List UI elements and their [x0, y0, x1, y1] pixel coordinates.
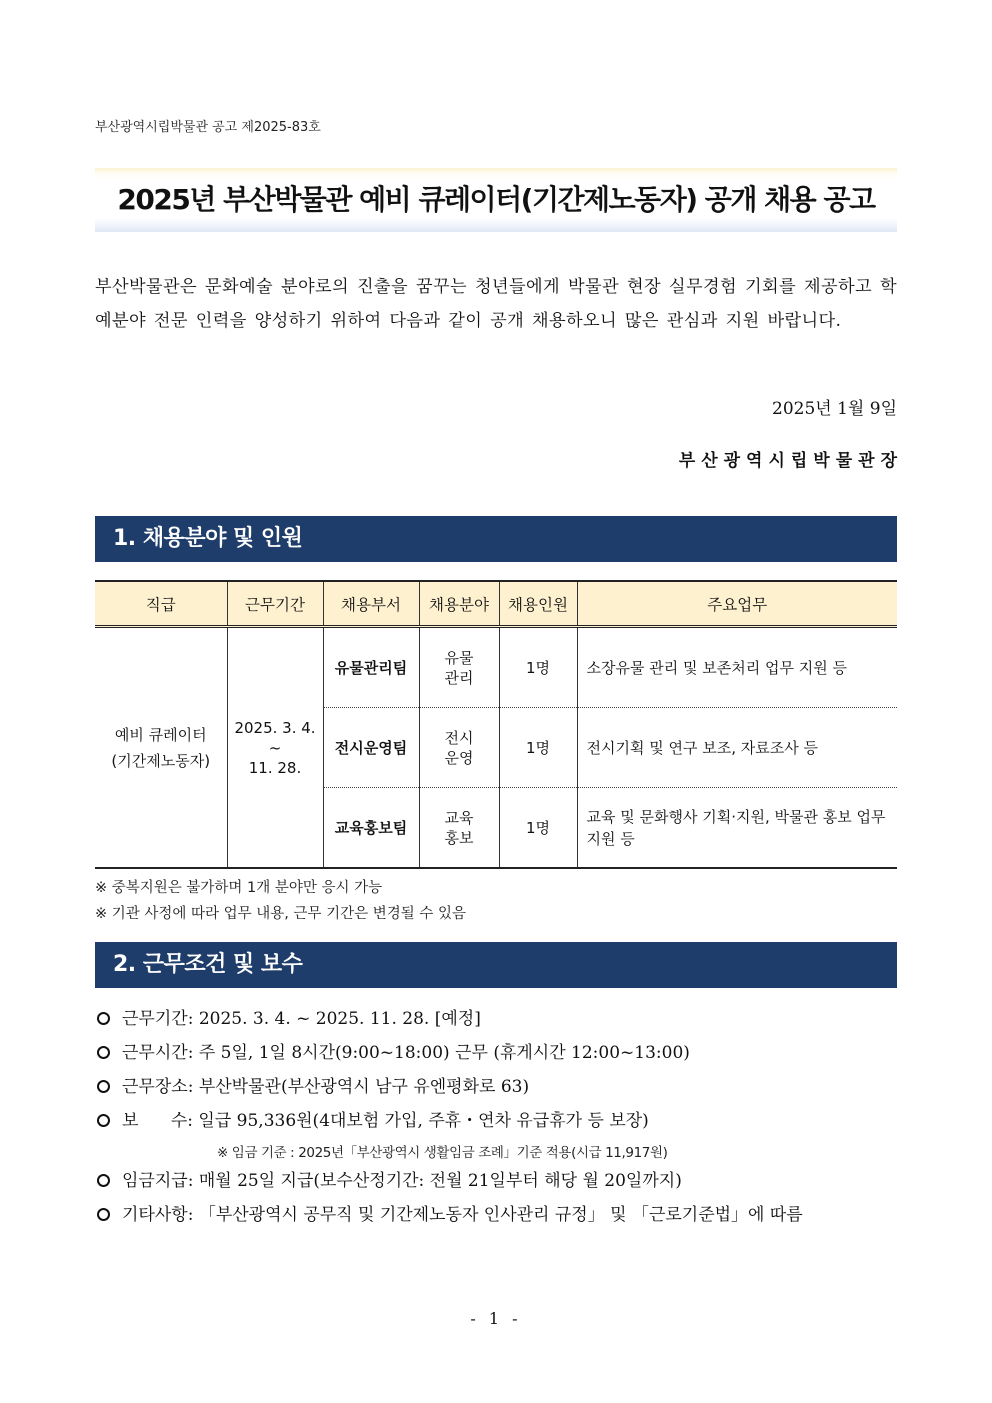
- duty-cell: 소장유물 관리 및 보존처리 업무 지원 등: [577, 627, 897, 708]
- period-line: 2025. 3. 4.: [234, 718, 316, 737]
- intro-paragraph: 부산박물관은 문화예술 분야로의 진출을 꿈꾸는 청년들에게 박물관 현장 실무경험 기회를 제공하고 학예분야 전문 인력을 양성하기 위하여 다음과 같이 공개 채용하오니 많은 관심과 지원 바랍니다.: [95, 277, 897, 331]
- field-line: 홍보: [444, 828, 474, 847]
- circle-bullet-icon: [97, 1174, 110, 1187]
- field-cell: [419, 788, 499, 869]
- count-cell: 1명: [499, 627, 577, 708]
- field-line: 관리: [444, 668, 474, 687]
- conditions-list: [95, 1004, 905, 1234]
- item-label: 보 수:: [122, 1111, 193, 1131]
- period-cell: [227, 627, 323, 869]
- announcement-date: 2025년 1월 9일: [772, 399, 897, 419]
- circle-bullet-icon: [97, 1046, 110, 1059]
- field-cell: [419, 708, 499, 788]
- count-cell: 1명: [499, 708, 577, 788]
- period-line: ~: [268, 738, 282, 757]
- department-cell: 전시운영팀: [323, 708, 419, 788]
- field-line: 교육: [444, 808, 474, 827]
- item-value: 일급 95,336원(4대보험 가입, 주휴・연차 유급휴가 등 보장): [198, 1111, 649, 1131]
- field-line: 운영: [444, 748, 474, 767]
- item-label: 임금지급:: [122, 1171, 194, 1191]
- item-value: 매월 25일 지급(보수산정기간: 전월 21일부터 해당 월 20일까지): [198, 1171, 682, 1191]
- list-item: [95, 1038, 905, 1072]
- item-value: 2025. 3. 4. ~ 2025. 11. 28. [예정]: [198, 1009, 481, 1029]
- wage-note: ※ 임금 기준 : 2025년「부산광역시 생활임금 조례」기준 적용(시급 11,917원): [217, 1145, 668, 1161]
- list-item: [95, 1072, 905, 1106]
- circle-bullet-icon: [97, 1114, 110, 1127]
- period-line: 11. 28.: [248, 758, 302, 777]
- rank-line: (기간제노동자): [111, 751, 211, 770]
- table-header-row: [95, 581, 897, 627]
- header-field: 채용분야: [419, 581, 499, 627]
- note-subject-to-change: ※ 기관 사정에 따라 업무 내용, 근무 기간은 변경될 수 있음: [95, 906, 467, 922]
- rank-cell: [95, 627, 227, 869]
- notice-number: 부산광역시립박물관 공고 제2025-83호: [95, 120, 321, 135]
- list-item: [95, 1106, 905, 1140]
- recruitment-table: [95, 580, 897, 869]
- duty-cell: 교육 및 문화행사 기획·지원, 박물관 홍보 업무 지원 등: [577, 788, 897, 869]
- rank-line: 예비 큐레이터: [114, 725, 207, 744]
- signer: 부산광역시립박물관장: [678, 451, 903, 471]
- header-rank: 직급: [95, 581, 227, 627]
- item-label: 근무장소:: [122, 1077, 194, 1097]
- header-duty: 주요업무: [577, 581, 897, 627]
- item-value: 「부산광역시 공무직 및 기간제노동자 인사관리 규정」 및 「근로기준법」에 따름: [198, 1205, 803, 1225]
- list-item: [95, 1200, 905, 1234]
- item-value: 부산박물관(부산광역시 남구 유엔평화로 63): [198, 1077, 530, 1097]
- duty-cell: 전시기획 및 연구 보조, 자료조사 등: [577, 708, 897, 788]
- count-cell: 1명: [499, 788, 577, 869]
- department-cell: 교육홍보팀: [323, 788, 419, 869]
- field-line: 전시: [444, 728, 474, 747]
- circle-bullet-icon: [97, 1012, 110, 1025]
- item-label: 기타사항:: [122, 1205, 194, 1225]
- field-cell: [419, 627, 499, 708]
- document-title: 2025년 부산박물관 예비 큐레이터(기간제노동자) 공개 채용 공고: [117, 183, 875, 216]
- list-item: [95, 1004, 905, 1038]
- circle-bullet-icon: [97, 1080, 110, 1093]
- section-header-recruitment: 1. 채용분야 및 인원: [95, 516, 897, 562]
- circle-bullet-icon: [97, 1208, 110, 1221]
- field-line: 유물: [444, 648, 474, 667]
- header-period: 근무기간: [227, 581, 323, 627]
- table-row: [95, 627, 897, 708]
- note-duplicate-application: ※ 중복지원은 불가하며 1개 분야만 응시 가능: [95, 880, 383, 896]
- list-item: [95, 1166, 905, 1200]
- item-label: 근무시간:: [122, 1043, 194, 1063]
- header-count: 채용인원: [499, 581, 577, 627]
- item-label: 근무기간:: [122, 1009, 194, 1029]
- department-cell: 유물관리팀: [323, 627, 419, 708]
- item-value: 주 5일, 1일 8시간(9:00~18:00) 근무 (휴게시간 12:00~13:00): [198, 1043, 690, 1063]
- section-header-conditions: 2. 근무조건 및 보수: [95, 942, 897, 988]
- page-number: - 1 -: [470, 1309, 522, 1328]
- header-department: 채용부서: [323, 581, 419, 627]
